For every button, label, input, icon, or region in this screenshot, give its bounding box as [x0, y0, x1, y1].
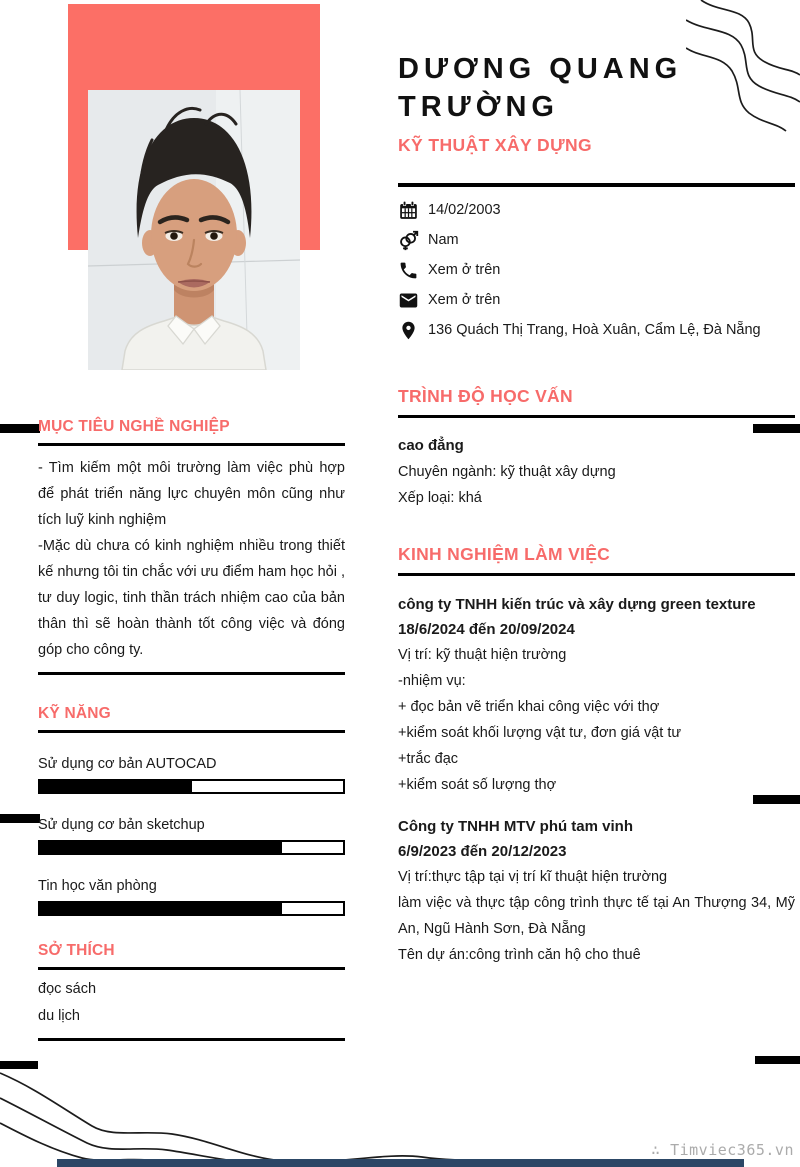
skill-label: Sử dụng cơ bản sketchup	[38, 817, 205, 833]
experience-job	[398, 592, 795, 798]
gender-value: Nam	[428, 232, 459, 248]
section-objective	[38, 418, 345, 675]
section-title-objective: MỤC TIÊU NGHỀ NGHIỆP	[38, 418, 345, 446]
birthday-value: 14/02/2003	[428, 202, 501, 218]
education-body	[398, 433, 795, 511]
section-title-experience: KINH NGHIỆM LÀM VIỆC	[398, 544, 795, 576]
skill-item	[38, 876, 345, 916]
education-degree: cao đẳng	[398, 437, 464, 454]
skill-bar-fill	[40, 781, 192, 792]
job-line: Vị trí: kỹ thuật hiện trường	[398, 647, 567, 663]
watermark: ∴ Timviec365.vn	[651, 1141, 794, 1159]
contact-row-gender	[398, 225, 795, 255]
section-experience	[398, 544, 795, 968]
section-hobbies	[38, 942, 345, 1041]
section-education	[398, 386, 795, 511]
phone-value: Xem ở trên	[428, 262, 501, 278]
job-period: 18/6/2024 đến 20/09/2024	[398, 621, 575, 638]
skill-item	[38, 754, 345, 794]
location-icon	[398, 320, 419, 341]
section-title-skills: KỸ NĂNG	[38, 705, 345, 733]
contact-row-email	[398, 285, 795, 315]
squiggle-lines-bottom-left	[0, 1058, 560, 1167]
skill-label: Sử dụng cơ bản AUTOCAD	[38, 756, 217, 772]
job-company: công ty TNHH kiến trúc và xây dựng green texture	[398, 596, 756, 613]
job-line: Vị trí:thực tập tại vị trí kĩ thuật hiện trường	[398, 869, 668, 885]
accent-bar-right-3	[755, 1056, 800, 1064]
left-column	[38, 418, 345, 1041]
objective-paragraph: -Mặc dù chưa có kinh nghiệm nhiều trong thiết kế nhưng tôi tin chắc với ưu điểm ham học hỏi , tư duy logic, tinh thần trách nhiệm cao của bản thân thì sẽ hoàn thành tốt công việc và đóng góp cho công ty.	[38, 538, 345, 658]
contact-row-birthday	[398, 195, 795, 225]
experience-job	[398, 814, 795, 968]
education-grade: Xếp loại: khá	[398, 490, 482, 506]
section-skills	[38, 705, 345, 916]
bottom-navy-bar	[57, 1159, 744, 1167]
calendar-icon	[398, 200, 419, 221]
objective-text	[38, 455, 345, 675]
email-icon	[398, 290, 419, 311]
skill-bar-fill	[40, 842, 282, 853]
job-line: +kiểm soát số lượng thợ	[398, 777, 557, 793]
job-period: 6/9/2023 đến 20/12/2023	[398, 843, 567, 860]
skill-label: Tin học văn phòng	[38, 878, 157, 894]
job-company: Công ty TNHH MTV phú tam vinh	[398, 818, 633, 835]
portrait-illustration	[88, 90, 300, 370]
job-line: +kiểm soát khối lượng vật tư, đơn giá vật tư	[398, 725, 682, 741]
skill-item	[38, 815, 345, 855]
job-line: làm việc và thực tập công trình thực tế tại An Thượng 34, Mỹ An, Ngũ Hành Sơn, Đà Nẵng	[398, 895, 795, 937]
skill-bar	[38, 840, 345, 855]
profile-photo	[88, 90, 300, 370]
email-value: Xem ở trên	[428, 292, 501, 308]
contact-info	[398, 183, 795, 345]
skill-bar	[38, 901, 345, 916]
objective-paragraph: - Tìm kiếm một môi trường làm việc phù hợp để phát triển năng lực chuyên môn cũng như tích luỹ kinh nghiệm	[38, 460, 345, 528]
hobby-item: du lịch	[38, 1008, 80, 1024]
candidate-name: DƯƠNG QUANG TRƯỜNG	[398, 53, 683, 123]
accent-bar-left-1	[0, 424, 40, 433]
job-line: + đọc bản vẽ triển khai công việc với thợ	[398, 699, 660, 715]
candidate-job-title: KỸ THUẬT XÂY DỰNG	[398, 135, 593, 155]
job-line: Tên dự án:công trình căn hộ cho thuê	[398, 947, 641, 963]
contact-row-address	[398, 315, 795, 345]
section-title-education: TRÌNH ĐỘ HỌC VẤN	[398, 386, 795, 418]
hobby-item: đọc sách	[38, 981, 97, 997]
section-title-hobbies: SỞ THÍCH	[38, 942, 345, 970]
job-line: +trắc đạc	[398, 751, 459, 767]
right-column	[398, 50, 795, 968]
gender-icon	[398, 230, 419, 251]
skill-bar	[38, 779, 345, 794]
hobby-list	[38, 976, 345, 1041]
accent-bar-left-2	[0, 814, 40, 823]
job-line: -nhiệm vụ:	[398, 673, 466, 689]
contact-row-phone	[398, 255, 795, 285]
education-major: Chuyên ngành: kỹ thuật xây dựng	[398, 464, 616, 480]
phone-icon	[398, 260, 419, 281]
skill-bar-fill	[40, 903, 282, 914]
address-value: 136 Quách Thị Trang, Hoà Xuân, Cẩm Lệ, Đà Nẵng	[428, 322, 761, 338]
